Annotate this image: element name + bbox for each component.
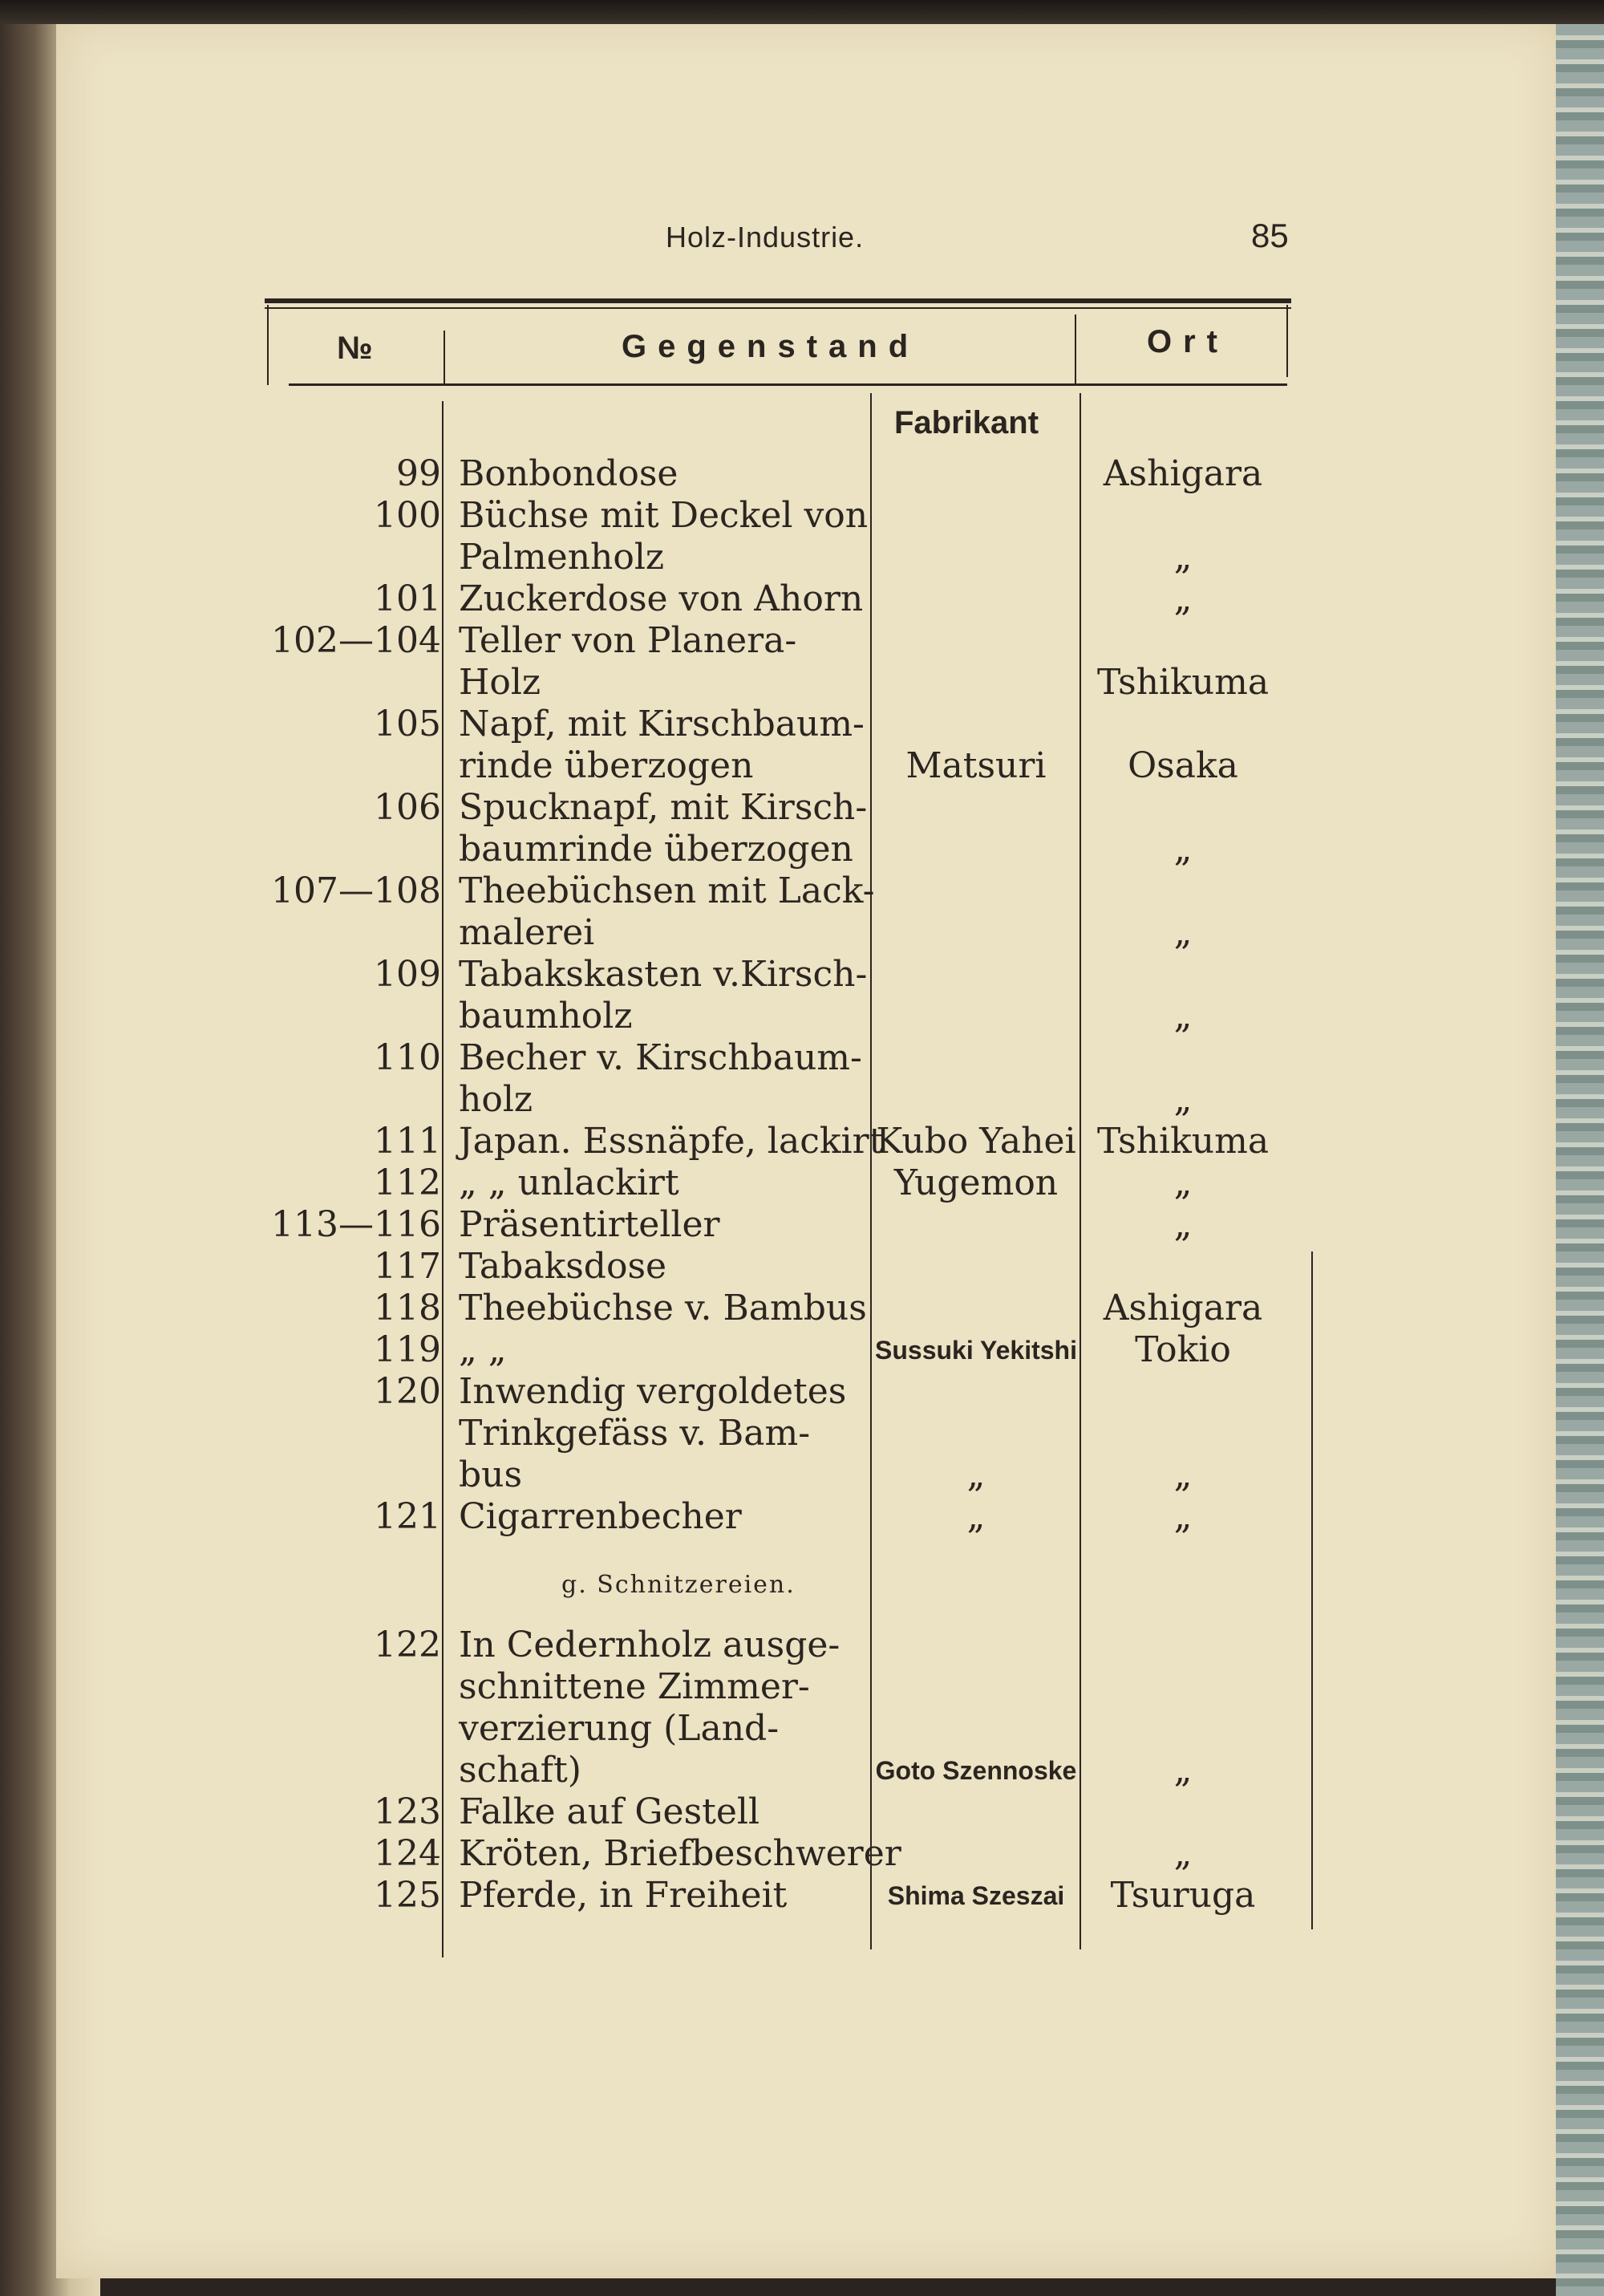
table-row <box>0 1708 1604 1750</box>
row-description: schnittene Zimmer- <box>459 1666 810 1707</box>
table-row <box>0 662 1604 704</box>
row-number: 122 <box>374 1625 441 1665</box>
row-ort: „ <box>1173 537 1193 578</box>
row-description: Bonbondose <box>459 453 678 494</box>
row-number: 106 <box>374 787 441 828</box>
row-description: Napf, mit Kirschbaum- <box>459 704 865 744</box>
row-description: In Cedernholz ausge- <box>459 1625 840 1665</box>
row-number: 107—108 <box>271 870 441 911</box>
row-description: Zuckerdose von Ahorn <box>459 578 864 619</box>
table-row <box>0 620 1604 662</box>
table-row <box>0 870 1604 912</box>
table-row <box>0 578 1604 620</box>
row-number: 123 <box>374 1791 441 1832</box>
table-row <box>0 996 1604 1037</box>
table-top-rule-thin <box>265 307 1291 309</box>
row-description: Cigarrenbecher <box>459 1496 742 1537</box>
row-description: baumholz <box>459 996 633 1036</box>
table-row <box>0 537 1604 578</box>
row-description: Palmenholz <box>459 537 665 578</box>
table-row <box>0 1121 1604 1162</box>
row-description: Trinkgefäss v. Bam- <box>459 1413 811 1454</box>
table-row <box>0 1371 1604 1413</box>
row-description: verzierung (Land- <box>459 1708 780 1749</box>
row-ort: Ashigara <box>1103 453 1263 494</box>
section-title-schnitzereien: g. Schnitzereien. <box>561 1571 796 1599</box>
row-ort: Tshikuma <box>1096 662 1270 703</box>
row-description: Falke auf Gestell <box>459 1791 760 1832</box>
row-ort: Ashigara <box>1103 1288 1263 1329</box>
row-number: 119 <box>374 1329 441 1370</box>
row-description: Kröten, Briefbeschwerer <box>459 1833 901 1874</box>
row-description: Präsentirteller <box>459 1204 720 1245</box>
row-description: schaft) <box>459 1750 581 1791</box>
row-description: holz <box>459 1079 533 1120</box>
header-divider-ort <box>1075 314 1076 383</box>
row-number: 109 <box>374 954 441 995</box>
row-description: Inwendig vergoldetes <box>459 1371 847 1412</box>
table-right-border <box>1286 305 1288 377</box>
row-number: 101 <box>374 578 441 619</box>
table-row <box>0 704 1604 745</box>
row-fabrikant: Matsuri <box>905 745 1047 786</box>
row-description: Teller von Planera- <box>459 620 797 661</box>
row-number: 112 <box>374 1162 441 1203</box>
row-fabrikant: Sussuki Yekitshi <box>875 1336 1077 1365</box>
row-ort: „ <box>1173 1833 1193 1874</box>
table-row <box>0 1288 1604 1329</box>
row-number: 100 <box>374 495 441 536</box>
header-divider-no <box>444 331 445 383</box>
row-number: 113—116 <box>271 1204 441 1245</box>
table-row <box>0 745 1604 787</box>
row-description: Tabaksdose <box>459 1246 667 1287</box>
row-number: 120 <box>374 1371 441 1412</box>
row-number: 121 <box>374 1496 441 1537</box>
row-description: „ „ <box>459 1329 507 1370</box>
table-left-border <box>267 305 269 385</box>
row-ort: Tokio <box>1135 1329 1231 1370</box>
column-header-gegenstand: Gegenstand <box>622 329 920 364</box>
table-row <box>0 1454 1604 1496</box>
table-row <box>0 1329 1604 1371</box>
column-header-fabrikant: Fabrikant <box>894 405 1039 440</box>
table-row <box>0 1625 1604 1666</box>
row-ort: „ <box>1173 1204 1193 1245</box>
row-description: Spucknapf, mit Kirsch- <box>459 787 868 828</box>
table-top-rule <box>265 298 1291 303</box>
row-ort: „ <box>1173 912 1193 953</box>
table-row <box>0 453 1604 495</box>
row-number: 102—104 <box>271 620 441 661</box>
row-number: 99 <box>396 453 441 494</box>
table-row <box>0 912 1604 954</box>
table-row <box>0 495 1604 537</box>
row-number: 111 <box>374 1121 441 1162</box>
row-description: Theebüchse v. Bambus <box>459 1288 867 1329</box>
column-header-number: № <box>337 331 373 366</box>
row-ort: „ <box>1173 1750 1193 1791</box>
table-row <box>0 954 1604 996</box>
table-row <box>0 1413 1604 1454</box>
row-number: 118 <box>374 1288 441 1329</box>
row-number: 117 <box>374 1246 441 1287</box>
table-row <box>0 1162 1604 1204</box>
row-description: Pferde, in Freiheit <box>459 1875 788 1916</box>
table-row <box>0 1833 1604 1875</box>
table-row <box>0 1496 1604 1538</box>
table-row <box>0 1037 1604 1079</box>
row-number: 110 <box>374 1037 441 1078</box>
row-description: baumrinde überzogen <box>459 829 853 870</box>
column-header-ort: Ort <box>1147 324 1229 359</box>
running-header: Holz-Industrie. <box>666 221 865 254</box>
row-number: 105 <box>374 704 441 744</box>
table-row <box>0 829 1604 870</box>
row-fabrikant: Goto Szennoske <box>875 1756 1077 1785</box>
row-ort: „ <box>1173 996 1193 1036</box>
page-number: 85 <box>1251 217 1289 254</box>
row-description: bus <box>459 1454 523 1495</box>
row-ort: Osaka <box>1128 745 1238 786</box>
header-bottom-rule <box>289 383 1287 386</box>
table-row <box>0 1875 1604 1917</box>
row-description: Becher v. Kirschbaum- <box>459 1037 862 1078</box>
row-ort: „ <box>1173 1496 1193 1537</box>
row-ort: „ <box>1173 578 1193 619</box>
table-row <box>0 1246 1604 1288</box>
row-number: 124 <box>374 1833 441 1874</box>
row-description: Theebüchsen mit Lack- <box>459 870 875 911</box>
row-ort: Tsuruga <box>1110 1875 1256 1916</box>
row-number: 125 <box>374 1875 441 1916</box>
row-fabrikant: Yugemon <box>893 1162 1059 1203</box>
row-ort: „ <box>1173 1454 1193 1495</box>
table-row <box>0 1791 1604 1833</box>
row-fabrikant: Kubo Yahei <box>876 1121 1076 1162</box>
row-description: Tabakskasten v.Kirsch- <box>459 954 868 995</box>
row-description: Holz <box>459 662 541 703</box>
row-description: rinde überzogen <box>459 745 754 786</box>
table-row <box>0 1204 1604 1246</box>
row-description: Büchse mit Deckel von <box>459 495 869 536</box>
table-row <box>0 1750 1604 1791</box>
table-row <box>0 787 1604 829</box>
row-ort: „ <box>1173 1162 1193 1203</box>
row-ort: „ <box>1173 829 1193 870</box>
row-fabrikant: „ <box>966 1454 986 1495</box>
row-description: Japan. Essnäpfe, lackirt <box>459 1121 884 1162</box>
row-ort: Tshikuma <box>1096 1121 1270 1162</box>
row-ort: „ <box>1173 1079 1193 1120</box>
table-row <box>0 1079 1604 1121</box>
row-fabrikant: „ <box>966 1496 986 1537</box>
row-fabrikant: Shima Szeszai <box>887 1881 1065 1910</box>
table-row <box>0 1666 1604 1708</box>
row-description: „ „ unlackirt <box>459 1162 679 1203</box>
row-description: malerei <box>459 912 595 953</box>
page-edge-top <box>0 0 1604 24</box>
